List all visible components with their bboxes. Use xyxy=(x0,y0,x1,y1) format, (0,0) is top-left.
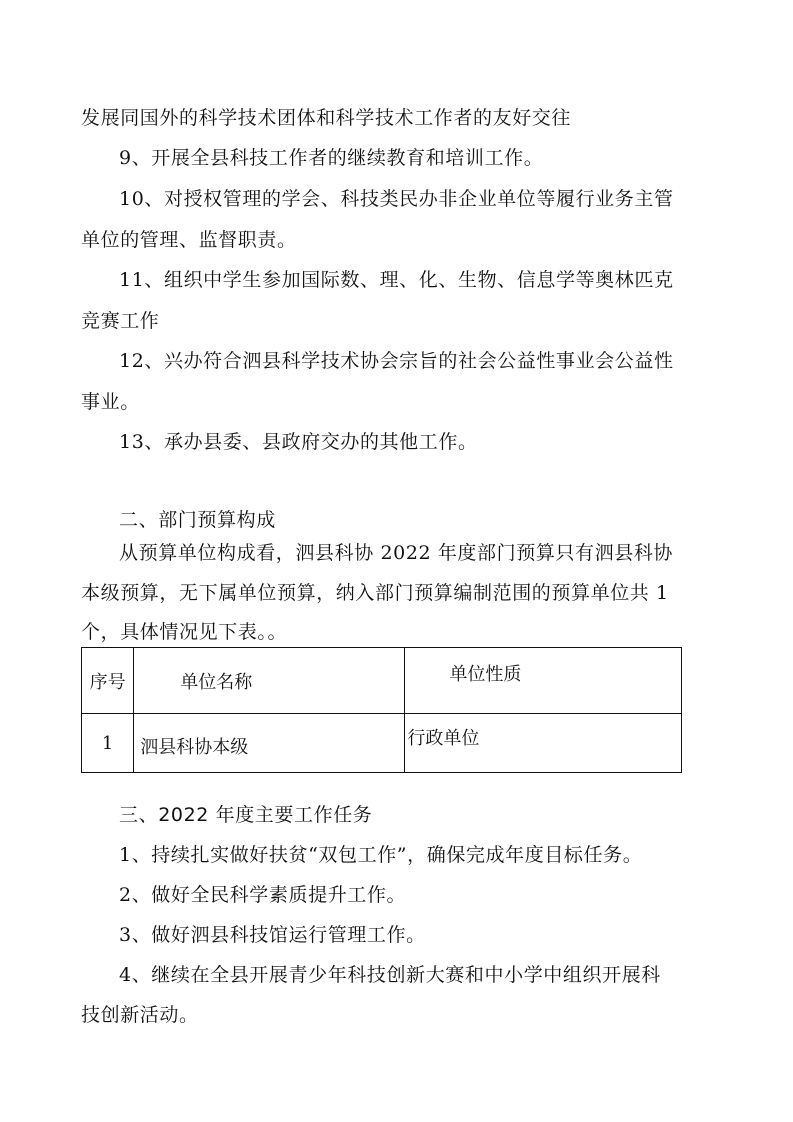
paragraph-line: 本级预算，无下属单位预算，纳入部门预算编制范围的预算单位共 1 xyxy=(81,582,669,604)
paragraph-line: 个，具体情况见下表。。 xyxy=(81,621,288,643)
list-item: 1、持续扎实做好扶贫“双包工作”，确保完成年度目标任务。 xyxy=(119,844,643,866)
list-item: 4、继续在全县开展青少年科技创新大赛和中小学中组织开展科 xyxy=(119,964,661,986)
table-header-cell: 序号 xyxy=(82,648,134,714)
body-line: 发展同国外的科学技术团体和科学技术工作者的友好交往 xyxy=(81,107,572,129)
table-cell: 1 xyxy=(82,714,134,773)
body-line: 事业。 xyxy=(81,391,140,413)
body-line: 竞赛工作 xyxy=(81,310,160,332)
list-item: 12、兴办符合泗县科学技术协会宗旨的社会公益性事业会公益性 xyxy=(119,350,674,372)
body-line: 技创新活动。 xyxy=(81,1004,199,1026)
list-item: 2、做好全民科学素质提升工作。 xyxy=(119,884,407,906)
list-item: 9、开展全县科技工作者的继续教育和培训工作。 xyxy=(119,147,544,169)
paragraph-line: 从预算单位构成看，泗县科协 2022 年度部门预算只有泗县科协 xyxy=(119,542,674,564)
table-header-cell: 单位名称 xyxy=(134,648,405,714)
list-item: 13、承办县委、县政府交办的其他工作。 xyxy=(119,431,478,453)
body-line: 单位的管理、监督职责。 xyxy=(81,229,297,251)
list-item: 10、对授权管理的学会、科技类民办非企业单位等履行业务主管 xyxy=(119,188,674,210)
list-item: 3、做好泗县科技馆运行管理工作。 xyxy=(119,924,426,946)
budget-unit-table xyxy=(81,647,682,773)
table-header-cell: 单位性质 xyxy=(405,648,682,714)
table-header-row xyxy=(82,648,682,714)
table-cell: 行政单位 xyxy=(405,714,682,773)
table-row xyxy=(82,714,682,773)
table-cell: 泗县科协本级 xyxy=(134,714,405,773)
list-item: 11、组织中学生参加国际数、理、化、生物、信息学等奥林匹克 xyxy=(119,269,674,291)
section-heading: 二、部门预算构成 xyxy=(119,509,276,531)
section-heading: 三、2022 年度主要工作任务 xyxy=(119,804,373,826)
